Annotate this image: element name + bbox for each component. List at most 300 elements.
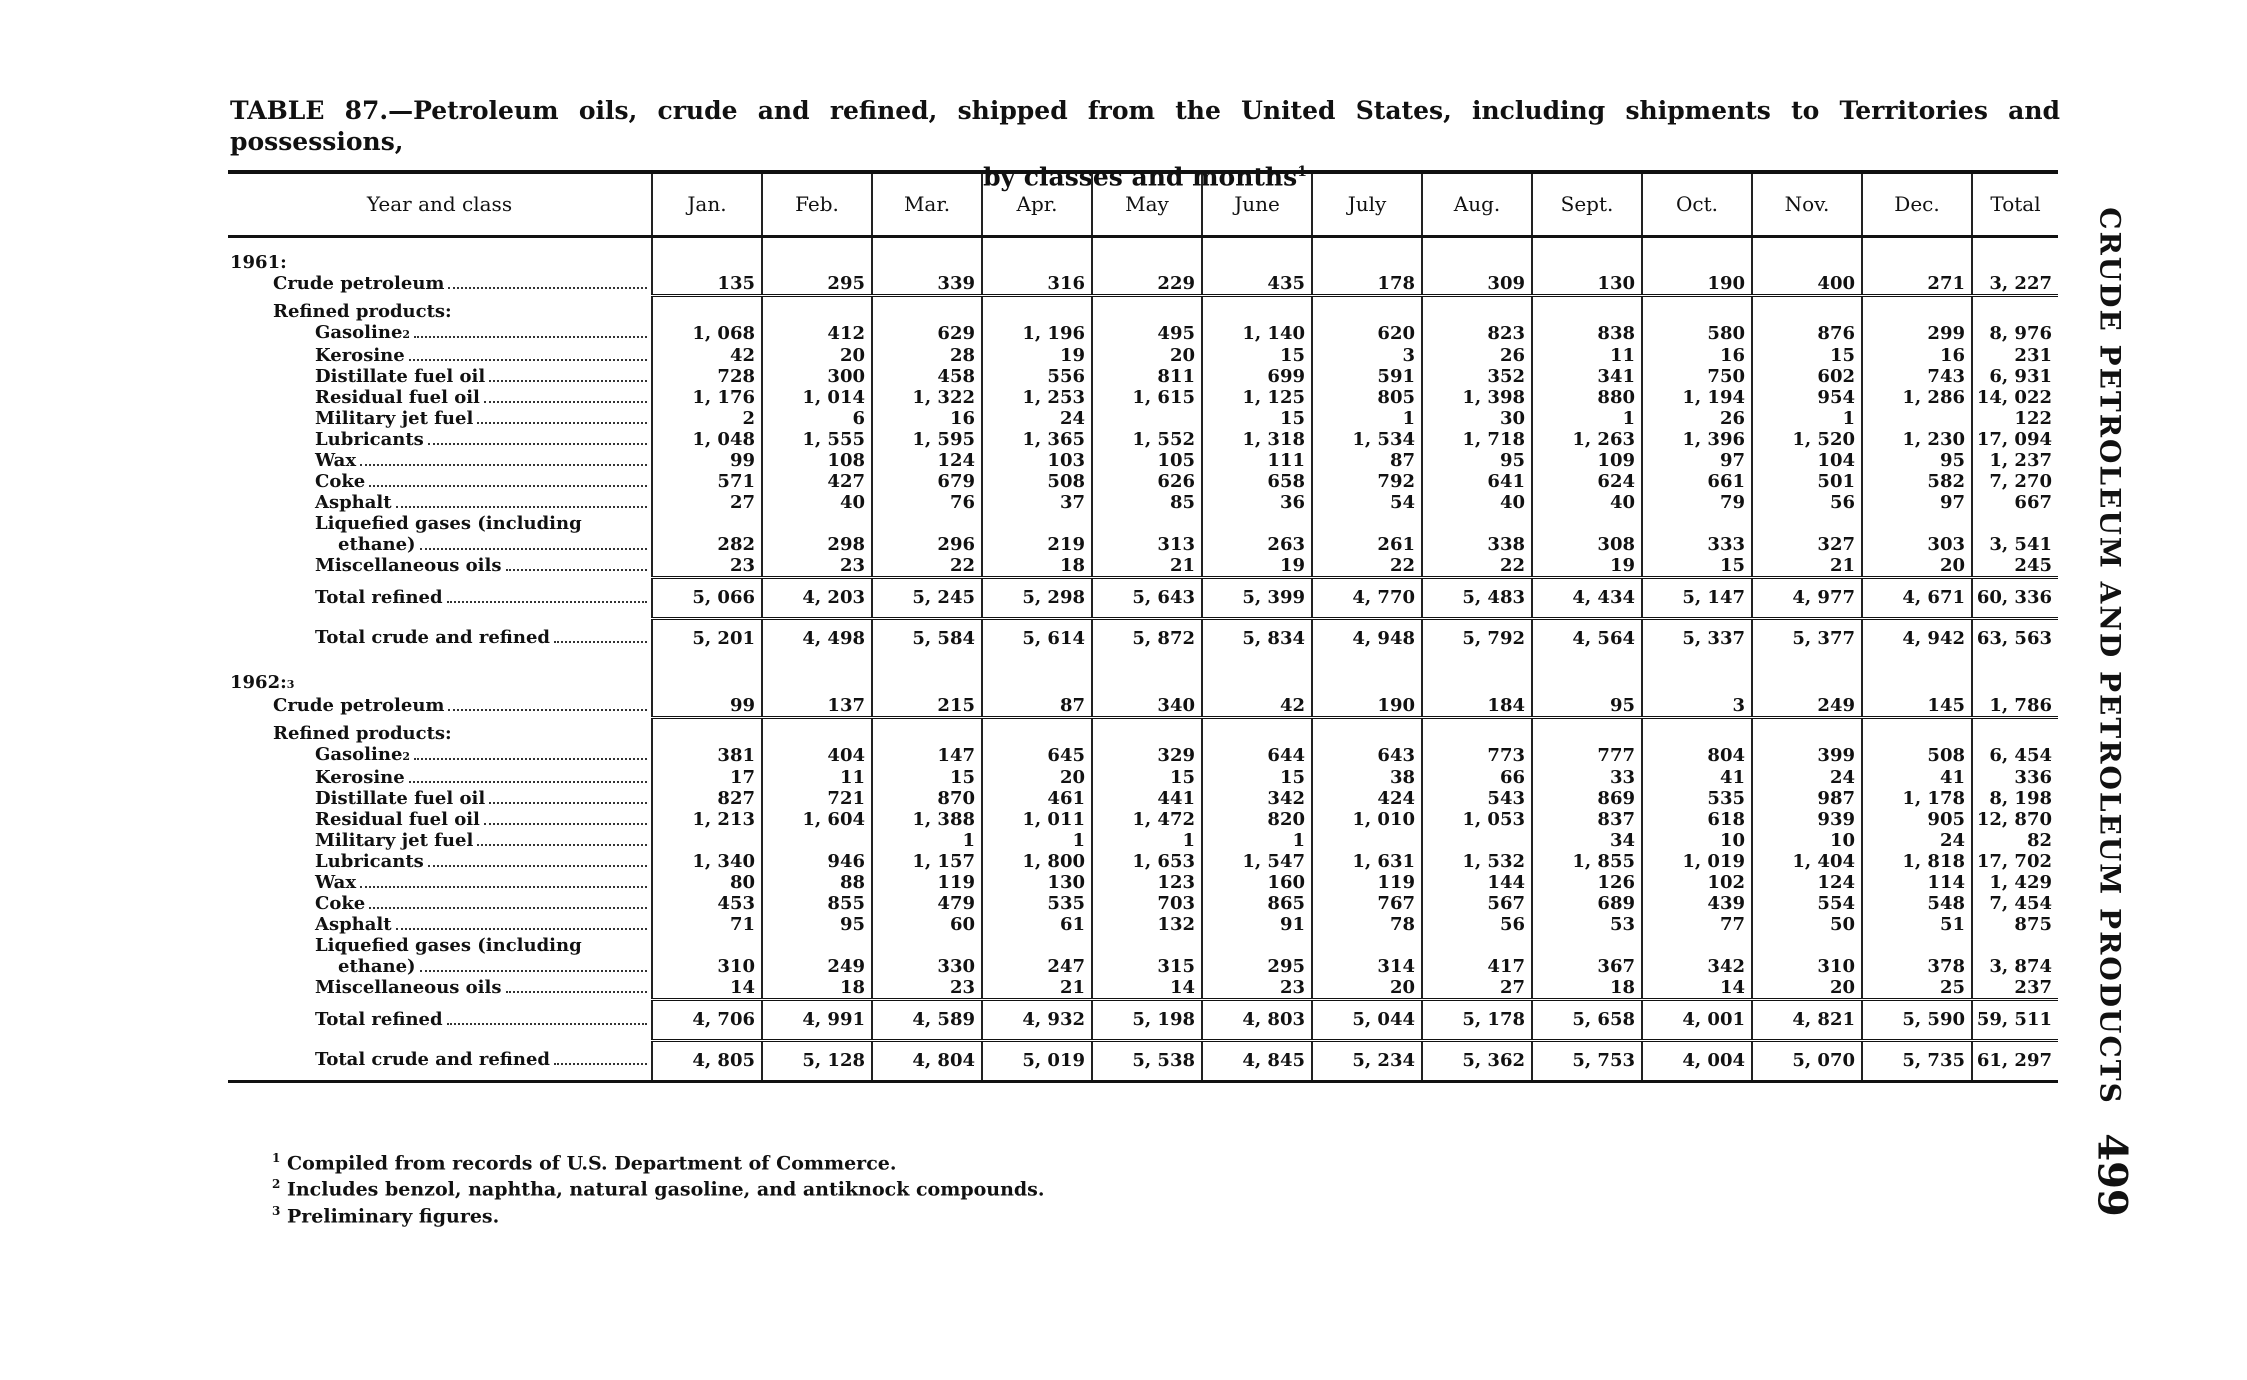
value-cell: 282 — [652, 534, 762, 555]
value-cell: 4, 932 — [982, 999, 1092, 1040]
row-label-cell — [228, 935, 652, 956]
row-label-text: Military jet fuel — [315, 407, 474, 429]
column-header: July — [1312, 172, 1422, 236]
value-cell: 24 — [1862, 830, 1972, 851]
row-label-cell — [228, 830, 652, 851]
value-cell — [1422, 513, 1532, 534]
product-row — [228, 893, 2058, 914]
row-label-cell — [228, 236, 652, 252]
value-cell: 4, 977 — [1752, 577, 1862, 618]
value-cell: 14 — [652, 977, 762, 1000]
value-cell: 295 — [762, 273, 872, 296]
value-cell: 1, 472 — [1092, 809, 1202, 830]
value-cell: 1 — [1092, 830, 1202, 851]
value-cell — [1642, 658, 1752, 672]
value-cell: 554 — [1752, 893, 1862, 914]
value-cell: 4, 498 — [762, 618, 872, 658]
value-cell: 1 — [1312, 408, 1422, 429]
total-cell: 61, 297 — [1972, 1040, 2058, 1081]
row-label-text: Miscellaneous oils — [315, 977, 502, 999]
value-cell — [652, 723, 762, 744]
value-cell: 811 — [1092, 366, 1202, 387]
value-cell: 4, 564 — [1532, 618, 1642, 658]
value-cell: 329 — [1092, 744, 1202, 767]
leader-dots — [477, 422, 647, 424]
value-cell: 330 — [872, 956, 982, 977]
product-row — [228, 322, 2058, 345]
row-label-text: Total refined — [315, 1009, 443, 1030]
total-cell — [1972, 723, 2058, 744]
value-cell — [652, 672, 762, 695]
row-label-text: Total refined — [315, 587, 443, 608]
value-cell: 16 — [872, 408, 982, 429]
value-cell: 23 — [762, 555, 872, 578]
value-cell — [762, 301, 872, 322]
row-label-text: Coke — [315, 470, 366, 492]
value-cell: 135 — [652, 273, 762, 296]
value-cell: 689 — [1532, 893, 1642, 914]
row-label-text: Gasoline — [315, 321, 403, 343]
value-cell: 91 — [1202, 914, 1312, 935]
value-cell: 296 — [872, 534, 982, 555]
value-cell: 124 — [1752, 872, 1862, 893]
value-cell — [652, 236, 762, 252]
value-cell: 5, 753 — [1532, 1040, 1642, 1081]
row-label-text: 1961: — [230, 251, 287, 273]
value-cell: 5, 201 — [652, 618, 762, 658]
total-cell: 82 — [1972, 830, 2058, 851]
value-cell: 15 — [1202, 345, 1312, 366]
value-cell: 22 — [872, 555, 982, 578]
total-cell — [1972, 513, 2058, 534]
value-cell: 61 — [982, 914, 1092, 935]
value-cell: 773 — [1422, 744, 1532, 767]
row-label-cell — [228, 252, 652, 273]
value-cell — [1092, 236, 1202, 252]
row-label — [228, 695, 651, 716]
value-cell: 479 — [872, 893, 982, 914]
value-cell: 804 — [1642, 744, 1752, 767]
value-cell: 95 — [1862, 450, 1972, 471]
value-cell: 827 — [652, 788, 762, 809]
value-cell: 1, 213 — [652, 809, 762, 830]
total-cell: 7, 454 — [1972, 893, 2058, 914]
footnote — [272, 1174, 1045, 1200]
product-row — [228, 830, 2058, 851]
value-cell: 1, 800 — [982, 851, 1092, 872]
value-cell: 22 — [1422, 555, 1532, 578]
spacer-row — [228, 658, 2058, 672]
value-cell: 5, 584 — [872, 618, 982, 658]
total-cell: 17, 094 — [1972, 429, 2058, 450]
value-cell: 5, 483 — [1422, 577, 1532, 618]
table-title-line-1: TABLE 87.—Petroleum oils, crude and refined, shipped from the United States, including shipments to Territories and possessions, — [230, 96, 2060, 156]
column-header: May — [1092, 172, 1202, 236]
total-cell: 1, 429 — [1972, 872, 2058, 893]
value-cell: 20 — [1092, 345, 1202, 366]
value-cell: 1, 010 — [1312, 809, 1422, 830]
value-cell: 838 — [1532, 322, 1642, 345]
value-cell: 5, 735 — [1862, 1040, 1972, 1081]
value-cell: 23 — [652, 555, 762, 578]
value-cell: 95 — [1532, 695, 1642, 718]
value-cell: 4, 706 — [652, 999, 762, 1040]
value-cell — [652, 935, 762, 956]
value-cell — [1422, 723, 1532, 744]
total-cell: 59, 511 — [1972, 999, 2058, 1040]
value-cell: 130 — [1532, 273, 1642, 296]
product-row — [228, 977, 2058, 1000]
value-cell: 4, 942 — [1862, 618, 1972, 658]
row-label — [228, 830, 651, 851]
product-row — [228, 471, 2058, 492]
value-cell — [1752, 658, 1862, 672]
row-label — [228, 273, 651, 294]
row-label-cell — [228, 672, 652, 695]
value-cell: 215 — [872, 695, 982, 718]
value-cell: 10 — [1642, 830, 1752, 851]
row-label — [228, 513, 651, 534]
page-number — [2082, 1133, 2142, 1217]
value-cell: 20 — [982, 767, 1092, 788]
row-label-cell — [228, 914, 652, 935]
total-cell: 14, 022 — [1972, 387, 2058, 408]
total-cell: 60, 336 — [1972, 577, 2058, 618]
column-header-stub: Year and class — [228, 172, 652, 236]
total-cell: 7, 270 — [1972, 471, 2058, 492]
footnote-marker: 1 — [272, 1151, 281, 1165]
total-cell: 336 — [1972, 767, 2058, 788]
total-cell: 875 — [1972, 914, 2058, 935]
value-cell: 1, 157 — [872, 851, 982, 872]
value-cell: 247 — [982, 956, 1092, 977]
value-cell: 939 — [1752, 809, 1862, 830]
product-row — [228, 408, 2058, 429]
value-cell — [1532, 723, 1642, 744]
row-label-cell — [228, 744, 652, 767]
total-cell: 245 — [1972, 555, 2058, 578]
total-crude-and-refined-row — [228, 1040, 2058, 1081]
value-cell: 1, 053 — [1422, 809, 1532, 830]
row-label — [228, 366, 651, 387]
column-header: Aug. — [1422, 172, 1532, 236]
footnote-marker: 2 — [272, 1177, 281, 1192]
leader-dots — [506, 569, 648, 571]
value-cell: 548 — [1862, 893, 1972, 914]
value-cell — [1862, 935, 1972, 956]
total-cell — [1972, 236, 2058, 252]
column-header: Feb. — [762, 172, 872, 236]
year-row — [228, 672, 2058, 695]
value-cell: 880 — [1532, 387, 1642, 408]
leader-dots — [369, 907, 647, 909]
row-label-text: Kerosine — [315, 766, 405, 788]
leader-dots — [447, 601, 647, 603]
value-cell: 15 — [872, 767, 982, 788]
value-cell: 767 — [1312, 893, 1422, 914]
row-label — [228, 767, 651, 788]
value-cell: 119 — [1312, 872, 1422, 893]
row-label — [228, 851, 651, 872]
leader-dots — [448, 287, 647, 289]
value-cell: 25 — [1862, 977, 1972, 1000]
total-cell: 12, 870 — [1972, 809, 2058, 830]
petroleum-shipments-table — [228, 170, 2058, 1083]
row-label-cell — [228, 872, 652, 893]
row-label-text: Residual fuel oil — [315, 808, 480, 830]
value-cell: 21 — [1092, 555, 1202, 578]
value-cell: 5, 834 — [1202, 618, 1312, 658]
value-cell: 124 — [872, 450, 982, 471]
row-label-cell — [228, 513, 652, 534]
value-cell: 339 — [872, 273, 982, 296]
value-cell: 352 — [1422, 366, 1532, 387]
value-cell — [1092, 252, 1202, 273]
row-label-cell — [228, 658, 652, 672]
value-cell: 1, 818 — [1862, 851, 1972, 872]
row-label-cell — [228, 429, 652, 450]
value-cell — [1092, 301, 1202, 322]
row-label-cell — [228, 1040, 652, 1081]
value-cell: 56 — [1422, 914, 1532, 935]
value-cell: 33 — [1532, 767, 1642, 788]
value-cell — [1422, 830, 1532, 851]
value-cell — [1862, 672, 1972, 695]
leader-dots — [554, 641, 647, 643]
total-cell: 3, 541 — [1972, 534, 2058, 555]
row-label-cell — [228, 322, 652, 345]
value-cell — [1092, 658, 1202, 672]
value-cell — [652, 513, 762, 534]
value-cell: 5, 872 — [1092, 618, 1202, 658]
value-cell: 1, 396 — [1642, 429, 1752, 450]
value-cell: 1, 340 — [652, 851, 762, 872]
value-cell: 88 — [762, 872, 872, 893]
value-cell — [982, 236, 1092, 252]
value-cell: 37 — [982, 492, 1092, 513]
value-cell: 295 — [1202, 956, 1312, 977]
value-cell: 184 — [1422, 695, 1532, 718]
row-label — [230, 252, 651, 273]
leader-dots — [506, 991, 648, 993]
value-cell: 99 — [652, 450, 762, 471]
value-cell: 3 — [1642, 695, 1752, 718]
value-cell: 26 — [1422, 345, 1532, 366]
value-cell: 602 — [1752, 366, 1862, 387]
value-cell: 40 — [1422, 492, 1532, 513]
value-cell — [1312, 672, 1422, 695]
row-label — [228, 322, 651, 345]
value-cell: 1, 388 — [872, 809, 982, 830]
row-label — [228, 387, 651, 408]
value-cell: 114 — [1862, 872, 1972, 893]
value-cell: 119 — [872, 872, 982, 893]
value-cell: 14 — [1642, 977, 1752, 1000]
value-cell: 178 — [1312, 273, 1422, 296]
value-cell — [982, 513, 1092, 534]
product-row — [228, 555, 2058, 578]
value-cell: 823 — [1422, 322, 1532, 345]
value-cell — [1312, 935, 1422, 956]
value-cell: 946 — [762, 851, 872, 872]
value-cell: 658 — [1202, 471, 1312, 492]
value-cell — [872, 672, 982, 695]
product-row — [228, 492, 2058, 513]
leader-dots — [414, 336, 647, 338]
footnote-text: Compiled from records of U.S. Department of Commerce. — [286, 1152, 897, 1175]
column-header: Oct. — [1642, 172, 1752, 236]
value-cell: 721 — [762, 788, 872, 809]
row-label — [228, 977, 651, 998]
value-cell: 508 — [982, 471, 1092, 492]
value-cell: 743 — [1862, 366, 1972, 387]
product-row — [228, 956, 2058, 977]
value-cell: 400 — [1752, 273, 1862, 296]
value-cell: 229 — [1092, 273, 1202, 296]
value-cell: 300 — [762, 366, 872, 387]
footnotes — [272, 1148, 1045, 1227]
value-cell: 679 — [872, 471, 982, 492]
value-cell: 703 — [1092, 893, 1202, 914]
value-cell: 1, 253 — [982, 387, 1092, 408]
leader-dots — [396, 506, 647, 508]
total-cell: 1, 237 — [1972, 450, 2058, 471]
row-label-cell — [228, 788, 652, 809]
row-label-text: Lubricants — [315, 428, 424, 450]
value-cell: 4, 203 — [762, 577, 872, 618]
value-cell: 15 — [1202, 767, 1312, 788]
value-cell: 699 — [1202, 366, 1312, 387]
value-cell: 145 — [1862, 695, 1972, 718]
value-cell: 20 — [1862, 555, 1972, 578]
value-cell — [1532, 672, 1642, 695]
row-label-text: ethane) — [338, 955, 416, 977]
column-header: Jan. — [652, 172, 762, 236]
leader-dots — [477, 844, 647, 846]
column-header: June — [1202, 172, 1312, 236]
value-cell: 580 — [1642, 322, 1752, 345]
leader-dots — [428, 865, 647, 867]
value-cell: 310 — [1752, 956, 1862, 977]
value-cell: 71 — [652, 914, 762, 935]
row-label-cell — [228, 471, 652, 492]
value-cell: 1 — [872, 830, 982, 851]
value-cell — [1752, 252, 1862, 273]
row-label-cell — [228, 273, 652, 296]
value-cell: 1, 194 — [1642, 387, 1752, 408]
total-refined-row — [228, 577, 2058, 618]
value-cell — [1862, 301, 1972, 322]
value-cell — [872, 236, 982, 252]
leader-dots — [360, 464, 647, 466]
value-cell: 624 — [1532, 471, 1642, 492]
value-cell: 40 — [762, 492, 872, 513]
value-cell — [1312, 301, 1422, 322]
value-cell: 27 — [652, 492, 762, 513]
value-cell: 5, 362 — [1422, 1040, 1532, 1081]
row-label-cell — [228, 767, 652, 788]
row-label — [228, 534, 651, 555]
value-cell: 865 — [1202, 893, 1312, 914]
row-label — [228, 956, 651, 977]
row-label — [230, 672, 651, 695]
value-cell: 132 — [1092, 914, 1202, 935]
value-cell — [872, 723, 982, 744]
footnote — [272, 1148, 1045, 1174]
value-cell — [872, 658, 982, 672]
value-cell: 1, 322 — [872, 387, 982, 408]
value-cell: 417 — [1422, 956, 1532, 977]
row-label-cell — [228, 534, 652, 555]
value-cell: 424 — [1312, 788, 1422, 809]
value-cell: 5, 019 — [982, 1040, 1092, 1081]
value-cell: 644 — [1202, 744, 1312, 767]
value-cell: 42 — [652, 345, 762, 366]
row-label — [228, 627, 651, 648]
value-cell — [1312, 252, 1422, 273]
value-cell: 5, 178 — [1422, 999, 1532, 1040]
row-label-text: Liquefied gases (including — [315, 934, 582, 956]
value-cell: 837 — [1532, 809, 1642, 830]
value-cell: 19 — [982, 345, 1092, 366]
value-cell: 1, 595 — [872, 429, 982, 450]
value-cell: 535 — [982, 893, 1092, 914]
value-cell: 160 — [1202, 872, 1312, 893]
value-cell: 441 — [1092, 788, 1202, 809]
leader-dots — [447, 1023, 647, 1025]
row-label-text: Wax — [315, 449, 357, 471]
total-crude-and-refined-row — [228, 618, 2058, 658]
product-row — [228, 345, 2058, 366]
value-cell: 1, 176 — [652, 387, 762, 408]
value-cell — [872, 301, 982, 322]
value-cell: 51 — [1862, 914, 1972, 935]
value-cell: 14 — [1092, 977, 1202, 1000]
value-cell: 5, 337 — [1642, 618, 1752, 658]
value-cell: 1, 140 — [1202, 322, 1312, 345]
value-cell: 338 — [1422, 534, 1532, 555]
value-cell: 5, 399 — [1202, 577, 1312, 618]
row-label — [228, 723, 651, 744]
value-cell: 1, 532 — [1422, 851, 1532, 872]
year-row — [228, 252, 2058, 273]
total-cell: 231 — [1972, 345, 2058, 366]
product-row-label-line — [228, 935, 2058, 956]
value-cell — [872, 252, 982, 273]
value-cell — [1312, 658, 1422, 672]
value-cell: 34 — [1532, 830, 1642, 851]
value-cell: 24 — [982, 408, 1092, 429]
value-cell: 629 — [872, 322, 982, 345]
column-header: Apr. — [982, 172, 1092, 236]
value-cell: 16 — [1642, 345, 1752, 366]
value-cell — [1422, 236, 1532, 252]
footnote-text: Preliminary figures. — [286, 1204, 500, 1227]
value-cell: 76 — [872, 492, 982, 513]
value-cell: 2 — [652, 408, 762, 429]
value-cell: 1, 631 — [1312, 851, 1422, 872]
value-cell: 381 — [652, 744, 762, 767]
value-cell: 582 — [1862, 471, 1972, 492]
value-cell — [1202, 301, 1312, 322]
value-cell: 78 — [1312, 914, 1422, 935]
value-cell: 95 — [1422, 450, 1532, 471]
row-label-cell — [228, 555, 652, 578]
value-cell: 643 — [1312, 744, 1422, 767]
product-row — [228, 851, 2058, 872]
value-cell: 36 — [1202, 492, 1312, 513]
value-cell: 4, 845 — [1202, 1040, 1312, 1081]
